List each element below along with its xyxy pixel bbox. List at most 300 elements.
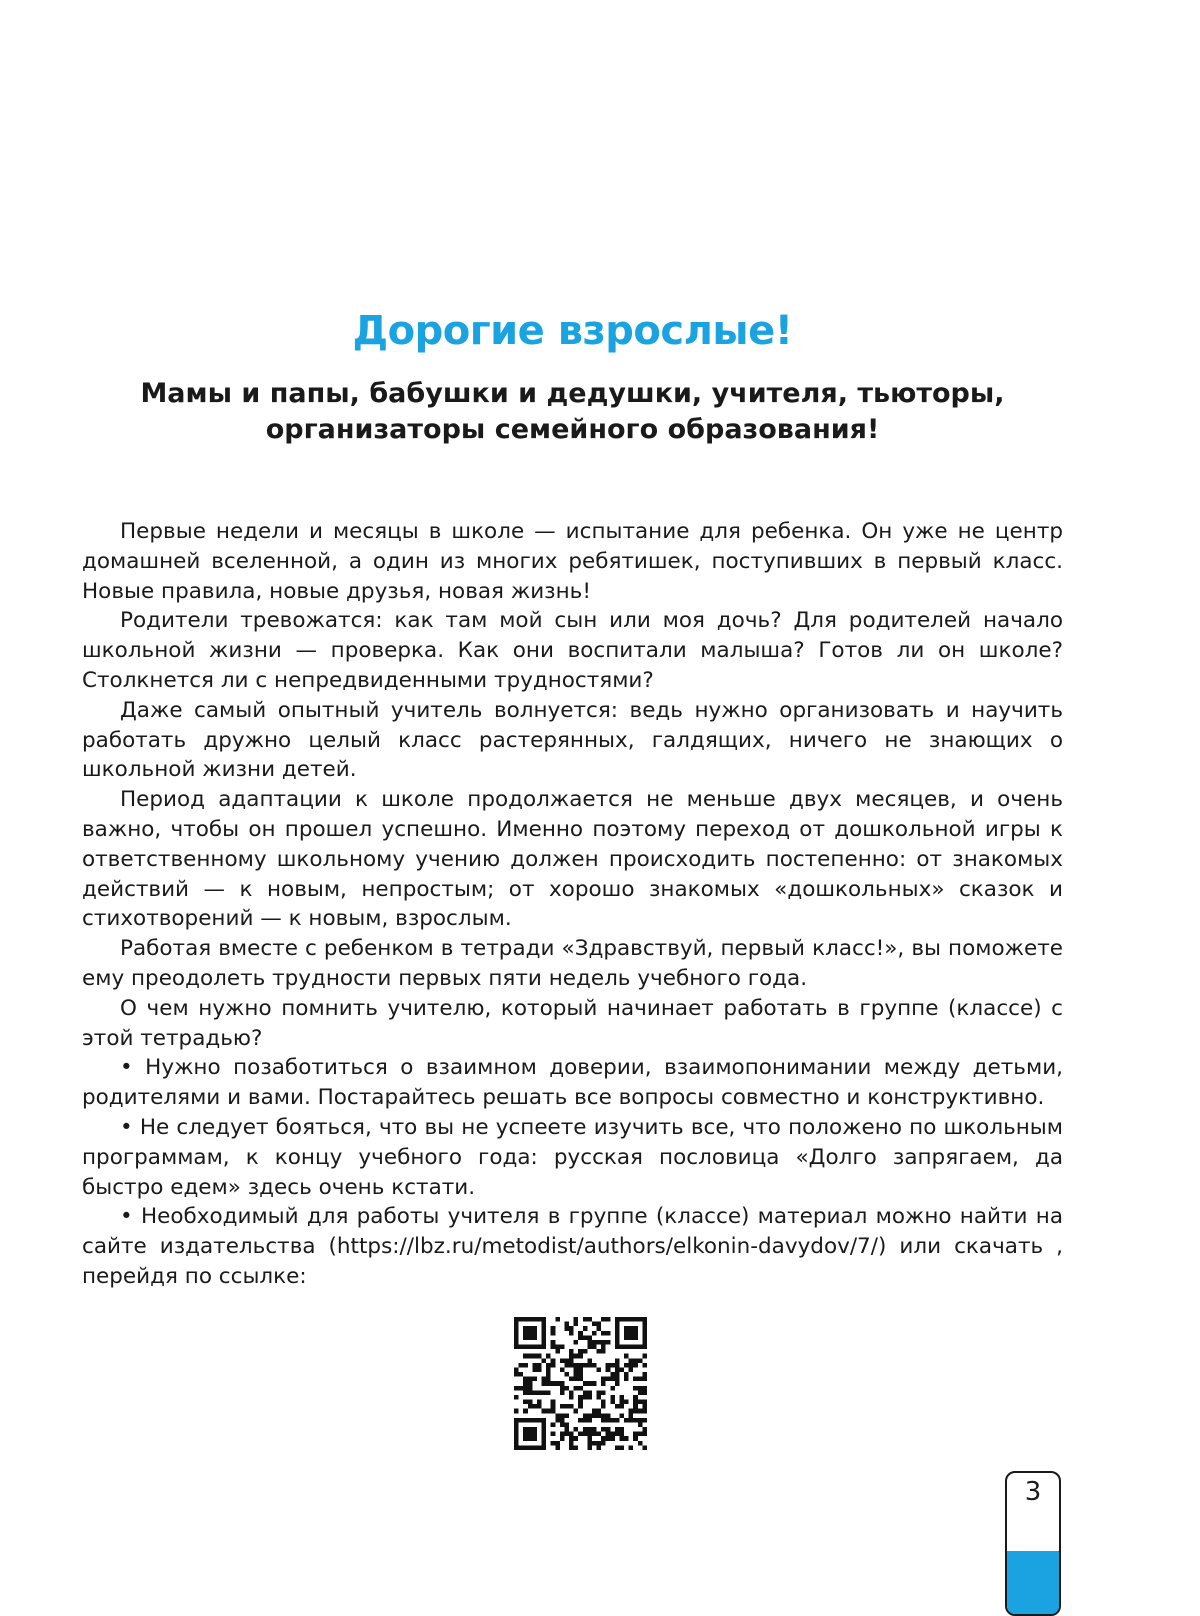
qr-module <box>569 1445 574 1450</box>
qr-module <box>642 1317 647 1322</box>
qr-module <box>638 1358 643 1363</box>
qr-module <box>619 1317 624 1322</box>
qr-module <box>537 1404 542 1409</box>
qr-module <box>574 1436 579 1441</box>
qr-module <box>642 1372 647 1377</box>
qr-module <box>555 1345 560 1350</box>
qr-module <box>592 1432 597 1437</box>
qr-module <box>624 1372 629 1377</box>
qr-module <box>597 1409 602 1414</box>
qr-module <box>587 1363 592 1368</box>
qr-module <box>642 1427 647 1432</box>
qr-module <box>551 1326 556 1331</box>
paragraph: Первые недели и месяцы в школе — испытание для ребенка. Он уже не центр домашней вселенной, а один из многих ребятишек, поступивших в первый класс. Новые правила, новые друзья, новая жизнь! <box>82 519 1063 604</box>
qr-module <box>624 1345 629 1350</box>
qr-module <box>592 1409 597 1414</box>
qr-module <box>633 1409 638 1414</box>
qr-module <box>560 1432 565 1437</box>
qr-module <box>542 1358 547 1363</box>
qr-module <box>615 1372 620 1377</box>
qr-module <box>514 1422 519 1427</box>
qr-module <box>542 1390 547 1395</box>
qr-module <box>601 1381 606 1386</box>
qr-module <box>619 1445 624 1450</box>
bullet-icon: • <box>120 1055 133 1081</box>
qr-module <box>523 1345 528 1350</box>
qr-module <box>597 1322 602 1327</box>
qr-module <box>578 1432 583 1437</box>
qr-module <box>578 1367 583 1372</box>
qr-module <box>532 1317 537 1322</box>
qr-module <box>519 1345 524 1350</box>
paragraph: Работая вместе с ребенком в тетради «Здравствуй, первый класс!», вы поможете ему преодолеть трудности первых пяти недель учебного года. <box>82 936 1063 991</box>
qr-module <box>606 1317 611 1322</box>
qr-module <box>606 1363 611 1368</box>
qr-module <box>638 1422 643 1427</box>
subtitle-line: Мамы и папы, бабушки и дедушки, учителя, тьюторы, <box>140 378 1005 409</box>
qr-module <box>629 1331 634 1336</box>
qr-module <box>638 1390 643 1395</box>
qr-module <box>578 1354 583 1359</box>
qr-module <box>519 1418 524 1423</box>
qr-module <box>542 1427 547 1432</box>
qr-module <box>592 1322 597 1327</box>
qr-module <box>564 1386 569 1391</box>
qr-module <box>615 1322 620 1327</box>
qr-module <box>551 1441 556 1446</box>
qr-module <box>542 1432 547 1437</box>
qr-module <box>569 1363 574 1368</box>
qr-module <box>542 1409 547 1414</box>
qr-module <box>592 1345 597 1350</box>
qr-module <box>528 1390 533 1395</box>
qr-module <box>610 1418 615 1423</box>
qr-module <box>601 1418 606 1423</box>
paragraph: Даже самый опытный учитель волнуется: ведь нужно организовать и научить работать дружно целый класс растерянных, галдящих, ничего не знающих о школьной жизни детей. <box>82 697 1063 783</box>
qr-module <box>523 1377 528 1382</box>
qr-module <box>624 1363 629 1368</box>
qr-module <box>532 1432 537 1437</box>
qr-module <box>542 1422 547 1427</box>
qr-module <box>619 1432 624 1437</box>
qr-module <box>619 1436 624 1441</box>
qr-module <box>606 1418 611 1423</box>
qr-module <box>629 1367 634 1372</box>
qr-module <box>537 1390 542 1395</box>
qr-module <box>615 1317 620 1322</box>
qr-module <box>519 1317 524 1322</box>
qr-module <box>569 1432 574 1437</box>
qr-module <box>551 1381 556 1386</box>
qr-module <box>569 1436 574 1441</box>
qr-module <box>592 1441 597 1446</box>
qr-module <box>537 1317 542 1322</box>
qr-module <box>615 1432 620 1437</box>
qr-module <box>523 1400 528 1405</box>
qr-module <box>546 1363 551 1368</box>
qr-module <box>624 1377 629 1382</box>
qr-code-icon[interactable] <box>514 1317 647 1450</box>
qr-module <box>528 1445 533 1450</box>
qr-module <box>633 1335 638 1340</box>
qr-module <box>514 1317 519 1322</box>
qr-module <box>514 1427 519 1432</box>
qr-module <box>583 1317 588 1322</box>
qr-module <box>555 1445 560 1450</box>
qr-module <box>619 1367 624 1372</box>
qr-module <box>624 1326 629 1331</box>
qr-module <box>542 1335 547 1340</box>
qr-module <box>560 1345 565 1350</box>
page-number-tab <box>1005 1471 1061 1616</box>
qr-module <box>597 1445 602 1450</box>
qr-module <box>633 1377 638 1382</box>
qr-module <box>629 1413 634 1418</box>
qr-module <box>587 1395 592 1400</box>
qr-module <box>606 1377 611 1382</box>
qr-module <box>523 1418 528 1423</box>
qr-module <box>532 1363 537 1368</box>
qr-module <box>610 1432 615 1437</box>
qr-module <box>514 1345 519 1350</box>
qr-module <box>514 1372 519 1377</box>
qr-module <box>574 1322 579 1327</box>
qr-module <box>642 1400 647 1405</box>
qr-module <box>642 1335 647 1340</box>
qr-module <box>528 1432 533 1437</box>
qr-module <box>574 1363 579 1368</box>
qr-module <box>569 1441 574 1446</box>
qr-module <box>564 1326 569 1331</box>
qr-module <box>578 1377 583 1382</box>
qr-module <box>551 1400 556 1405</box>
qr-module <box>564 1358 569 1363</box>
qr-module <box>615 1335 620 1340</box>
qr-module <box>542 1441 547 1446</box>
qr-module <box>564 1372 569 1377</box>
qr-module <box>597 1413 602 1418</box>
qr-module <box>578 1404 583 1409</box>
qr-module <box>528 1400 533 1405</box>
qr-module <box>642 1390 647 1395</box>
page-subtitle <box>80 376 1065 448</box>
qr-module <box>528 1386 533 1391</box>
qr-module <box>532 1445 537 1450</box>
qr-module <box>523 1409 528 1414</box>
qr-module <box>642 1326 647 1331</box>
qr-module <box>564 1432 569 1437</box>
qr-module <box>583 1418 588 1423</box>
qr-module <box>601 1349 606 1354</box>
qr-module <box>528 1436 533 1441</box>
qr-module <box>615 1404 620 1409</box>
qr-module <box>514 1340 519 1345</box>
qr-module <box>560 1422 565 1427</box>
qr-module <box>606 1340 611 1345</box>
qr-module <box>560 1358 565 1363</box>
qr-module <box>569 1395 574 1400</box>
qr-module <box>514 1367 519 1372</box>
qr-module <box>528 1427 533 1432</box>
qr-module <box>638 1400 643 1405</box>
qr-module <box>587 1432 592 1437</box>
qr-module <box>629 1409 634 1414</box>
qr-module <box>514 1326 519 1331</box>
qr-module <box>574 1377 579 1382</box>
qr-module <box>560 1418 565 1423</box>
qr-module <box>537 1445 542 1450</box>
qr-module <box>610 1436 615 1441</box>
qr-module <box>633 1386 638 1391</box>
qr-module <box>574 1354 579 1359</box>
qr-module <box>587 1317 592 1322</box>
bullet-text: Нужно позаботиться о взаимном доверии, взаимопонимании между детьми, родителями и вами. Постарайтесь решать все вопросы совместно и конструктивно. <box>82 1055 1064 1111</box>
qr-module <box>551 1432 556 1437</box>
qr-module <box>597 1367 602 1372</box>
qr-module <box>519 1445 524 1450</box>
qr-module <box>523 1317 528 1322</box>
qr-module <box>532 1436 537 1441</box>
qr-module <box>629 1358 634 1363</box>
qr-module <box>587 1335 592 1340</box>
qr-module <box>615 1445 620 1450</box>
qr-module <box>592 1381 597 1386</box>
qr-module <box>569 1326 574 1331</box>
qr-module <box>569 1390 574 1395</box>
qr-module <box>597 1390 602 1395</box>
qr-module <box>601 1413 606 1418</box>
qr-module <box>537 1354 542 1359</box>
qr-module <box>619 1413 624 1418</box>
qr-module <box>638 1317 643 1322</box>
qr-module <box>542 1322 547 1327</box>
qr-module <box>638 1441 643 1446</box>
qr-module <box>615 1340 620 1345</box>
qr-module <box>546 1390 551 1395</box>
qr-module <box>560 1390 565 1395</box>
bullet-item <box>82 1113 1063 1202</box>
qr-module <box>592 1427 597 1432</box>
page-number: 3 <box>1024 1477 1042 1507</box>
qr-module <box>523 1427 528 1432</box>
qr-module <box>551 1345 556 1350</box>
qr-module <box>532 1326 537 1331</box>
qr-module <box>583 1395 588 1400</box>
qr-module <box>615 1363 620 1368</box>
qr-module <box>642 1386 647 1391</box>
qr-module <box>523 1436 528 1441</box>
qr-module <box>587 1436 592 1441</box>
qr-module <box>560 1381 565 1386</box>
qr-module <box>597 1326 602 1331</box>
qr-module <box>542 1436 547 1441</box>
bullet-item <box>82 1053 1063 1113</box>
qr-module <box>569 1377 574 1382</box>
qr-module <box>601 1340 606 1345</box>
bullet-icon: • <box>120 1114 133 1140</box>
qr-module <box>615 1381 620 1386</box>
qr-module <box>610 1386 615 1391</box>
qr-module <box>624 1354 629 1359</box>
qr-module <box>514 1441 519 1446</box>
qr-module <box>642 1340 647 1345</box>
qr-module <box>542 1418 547 1423</box>
qr-module <box>555 1413 560 1418</box>
qr-module <box>564 1322 569 1327</box>
qr-module <box>592 1340 597 1345</box>
qr-module <box>523 1445 528 1450</box>
qr-module <box>514 1409 519 1414</box>
qr-module <box>546 1381 551 1386</box>
qr-module <box>532 1418 537 1423</box>
qr-module <box>537 1363 542 1368</box>
qr-module <box>615 1427 620 1432</box>
qr-module <box>619 1400 624 1405</box>
qr-module <box>528 1418 533 1423</box>
qr-module <box>615 1418 620 1423</box>
qr-module <box>642 1363 647 1368</box>
qr-module <box>601 1377 606 1382</box>
qr-module <box>624 1418 629 1423</box>
qr-module <box>592 1331 597 1336</box>
qr-module <box>638 1377 643 1382</box>
paragraph: Родители тревожатся: как там мой сын или моя дочь? Для родителей начало школьной жизни — проверка. Как они воспитали малыша? Готов ли он школе? Столкнется ли с непредвиденными трудностями? <box>82 608 1063 693</box>
qr-module <box>514 1445 519 1450</box>
qr-module <box>578 1400 583 1405</box>
qr-module <box>587 1413 592 1418</box>
qr-module <box>624 1400 629 1405</box>
qr-module <box>615 1345 620 1350</box>
qr-module <box>532 1345 537 1350</box>
qr-module <box>610 1377 615 1382</box>
qr-module <box>578 1363 583 1368</box>
qr-module <box>574 1317 579 1322</box>
qr-module <box>523 1326 528 1331</box>
qr-module <box>633 1326 638 1331</box>
qr-module <box>546 1409 551 1414</box>
qr-module <box>583 1432 588 1437</box>
qr-module <box>537 1367 542 1372</box>
qr-module <box>583 1335 588 1340</box>
qr-module <box>629 1418 634 1423</box>
qr-module <box>578 1331 583 1336</box>
qr-module <box>532 1367 537 1372</box>
qr-module <box>629 1317 634 1322</box>
qr-module <box>615 1331 620 1336</box>
qr-module <box>528 1404 533 1409</box>
qr-module <box>578 1395 583 1400</box>
qr-module <box>560 1386 565 1391</box>
qr-module <box>624 1335 629 1340</box>
qr-module <box>642 1404 647 1409</box>
qr-module <box>629 1335 634 1340</box>
qr-module <box>583 1326 588 1331</box>
qr-module <box>629 1326 634 1331</box>
qr-module <box>583 1381 588 1386</box>
qr-module <box>587 1427 592 1432</box>
qr-module <box>610 1400 615 1405</box>
qr-module <box>519 1386 524 1391</box>
qr-module <box>606 1367 611 1372</box>
qr-module <box>619 1427 624 1432</box>
qr-module <box>624 1436 629 1441</box>
qr-module <box>528 1377 533 1382</box>
qr-module <box>624 1317 629 1322</box>
qr-module <box>578 1418 583 1423</box>
qr-module <box>587 1445 592 1450</box>
qr-module <box>633 1317 638 1322</box>
qr-module <box>519 1372 524 1377</box>
qr-module <box>555 1381 560 1386</box>
qr-module <box>597 1340 602 1345</box>
qr-module <box>551 1404 556 1409</box>
qr-module <box>528 1326 533 1331</box>
qr-module <box>555 1418 560 1423</box>
qr-module <box>523 1354 528 1359</box>
qr-module <box>514 1331 519 1336</box>
qr-module <box>569 1354 574 1359</box>
qr-module <box>606 1427 611 1432</box>
qr-module <box>528 1354 533 1359</box>
qr-module <box>587 1358 592 1363</box>
qr-module <box>633 1432 638 1437</box>
qr-module <box>638 1409 643 1414</box>
qr-module <box>532 1354 537 1359</box>
qr-module <box>542 1340 547 1345</box>
qr-module <box>574 1409 579 1414</box>
qr-module <box>551 1363 556 1368</box>
qr-module <box>528 1381 533 1386</box>
qr-module <box>601 1345 606 1350</box>
qr-module <box>606 1331 611 1336</box>
qr-module <box>514 1432 519 1437</box>
qr-module <box>633 1358 638 1363</box>
bullet-icon: • <box>120 1204 133 1230</box>
subtitle-line: организаторы семейного образования! <box>265 414 880 445</box>
qr-module <box>642 1345 647 1350</box>
page-title: Дорогие взрослые! <box>352 308 793 354</box>
qr-module <box>587 1441 592 1446</box>
qr-module <box>546 1367 551 1372</box>
qr-module <box>569 1358 574 1363</box>
qr-module <box>555 1317 560 1322</box>
qr-module <box>633 1363 638 1368</box>
qr-module <box>514 1436 519 1441</box>
qr-module <box>601 1436 606 1441</box>
qr-module <box>532 1377 537 1382</box>
qr-module <box>638 1432 643 1437</box>
qr-module <box>519 1363 524 1368</box>
qr-module <box>619 1395 624 1400</box>
qr-module <box>615 1367 620 1372</box>
qr-module <box>560 1413 565 1418</box>
body-text <box>82 517 1063 1292</box>
qr-module <box>574 1427 579 1432</box>
qr-module <box>587 1381 592 1386</box>
qr-module <box>638 1345 643 1350</box>
qr-module <box>574 1372 579 1377</box>
qr-module <box>532 1390 537 1395</box>
qr-module <box>532 1331 537 1336</box>
qr-module <box>633 1418 638 1423</box>
qr-module <box>542 1331 547 1336</box>
qr-module <box>542 1445 547 1450</box>
qr-module <box>638 1386 643 1391</box>
qr-module <box>514 1335 519 1340</box>
qr-module <box>551 1340 556 1345</box>
qr-module <box>569 1404 574 1409</box>
qr-module <box>528 1345 533 1350</box>
